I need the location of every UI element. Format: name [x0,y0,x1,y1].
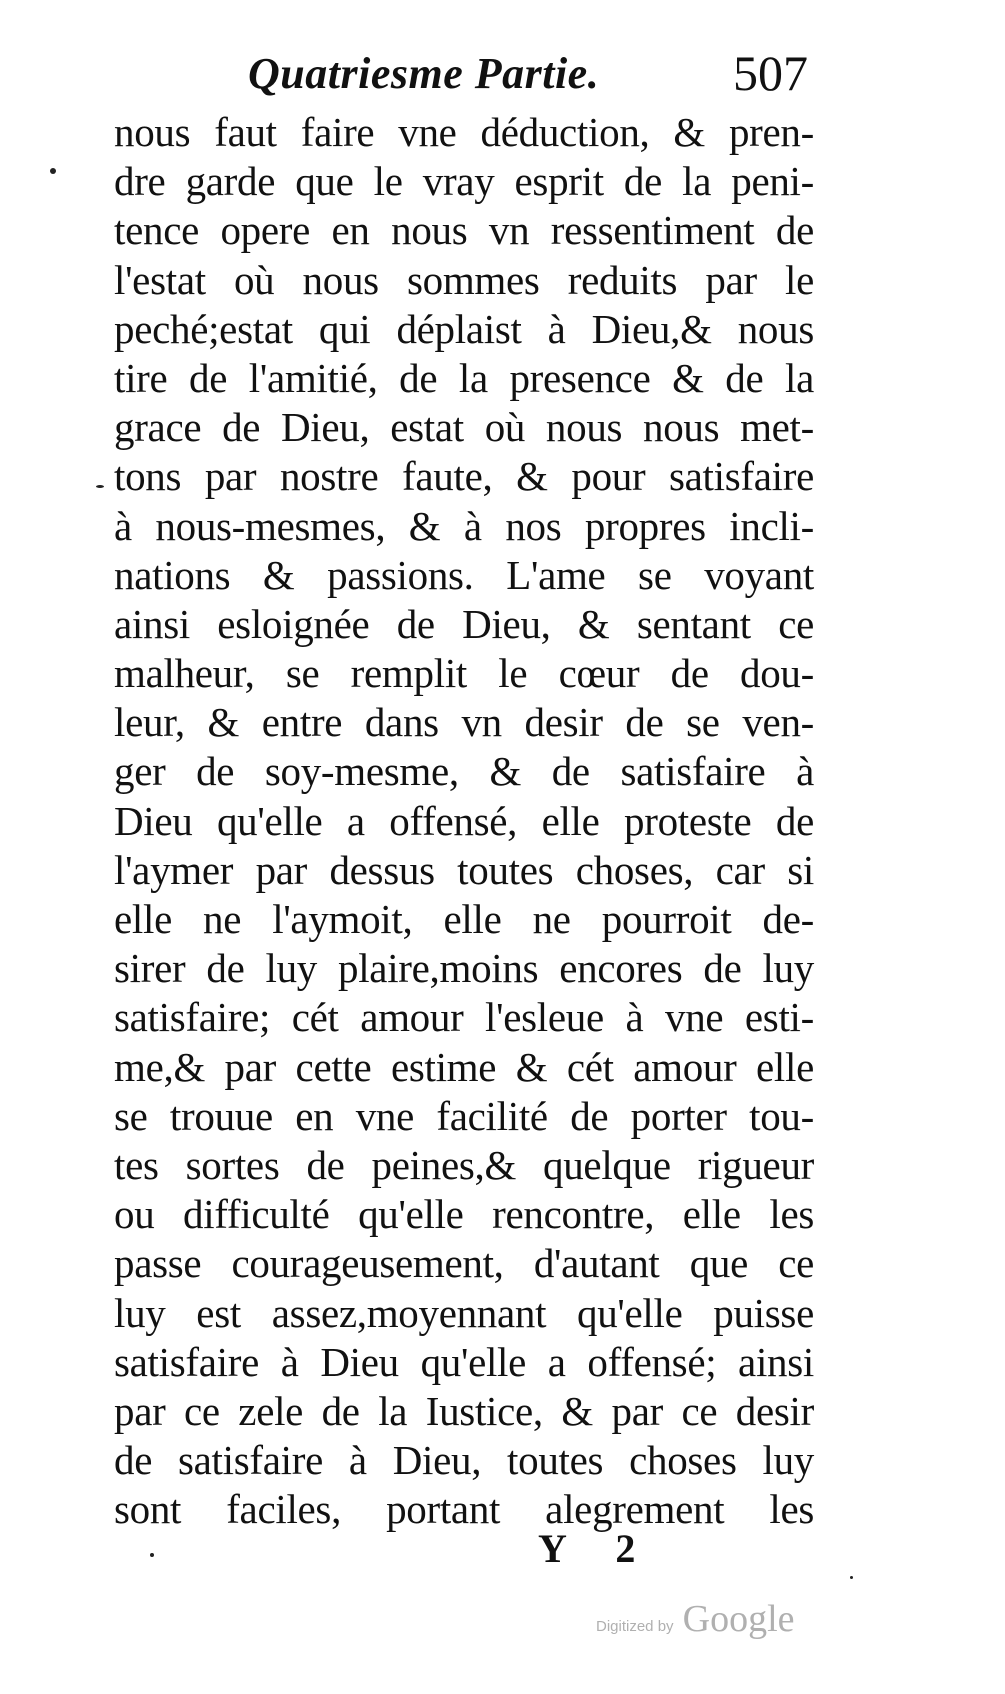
text-line: elle ne l'aymoit, elle ne pourroit de- [114,896,814,942]
scan-speck [150,1553,154,1557]
page-header [228,45,808,108]
text-line: ou difficulté qu'elle rencontre, elle les [114,1191,814,1238]
watermark-brand: Google [682,1598,795,1640]
digitized-watermark [596,1597,795,1641]
text-line: Dieu qu'elle a offensé, elle proteste de [114,797,814,844]
page-number: 507 [733,45,808,101]
text-line: leur, & entre dans vn desir de se ven- [114,699,814,746]
text-line: de satisfaire à Dieu, toutes choses luy [114,1437,814,1484]
text-line: ger de soy-mesme, & de satisfaire à [114,748,814,795]
text-line: par ce zele de la Iustice, & par ce desir [114,1387,814,1434]
text-line: grace de Dieu, estat où nous nous met- [114,404,814,451]
scan-speck [50,168,56,174]
text-line: tence opere en nous vn ressentiment de [114,207,814,254]
text-line: dre garde que le vray esprit de la peni- [114,158,814,205]
text-line: malheur, se remplit le cœur de dou- [114,650,814,697]
scan-speck [850,1576,853,1579]
text-line: à nous-mesmes, & à nos propres incli- [114,502,814,549]
text-line: luy est assez,moyennant qu'elle puisse [114,1289,814,1336]
text-line: satisfaire; cét amour l'esleue à vne esti- [114,994,814,1041]
text-line: sirer de luy plaire,moins encores de luy [114,945,814,992]
text-line: tire de l'amitié, de la presence & de la [114,354,814,401]
text-line: me,& par cette estime & cét amour elle [114,1043,814,1090]
text-line: tes sortes de peines,& quelque rigueur [114,1141,814,1188]
text-line: peché;estat qui déplaist à Dieu,& nous [114,305,814,352]
scan-speck [96,485,104,488]
text-line: ainsi esloignée de Dieu, & sentant ce [114,600,814,647]
text-line: nous faut faire vne déduction, & pren- [114,109,814,155]
text-line: sont faciles, portant alegrement les [114,1486,814,1533]
text-line: passe courageusement, d'autant que ce [114,1240,814,1287]
body-text [114,108,814,1534]
watermark-prefix: Digitized by [596,1618,674,1635]
text-line: l'estat où nous sommes reduits par le [114,256,814,303]
text-line: satisfaire à Dieu qu'elle a offensé; ainsi [114,1338,814,1385]
running-head: Quatriesme Partie. [248,49,600,98]
signature-mark: Y 2 [538,1526,656,1571]
text-line: l'aymer par dessus toutes choses, car si [114,846,814,893]
text-line: tons par nostre faute, & pour satisfaire [114,453,814,500]
text-line: nations & passions. L'ame se voyant [114,551,814,598]
text-line: se trouue en vne facilité de porter tou- [114,1092,814,1139]
